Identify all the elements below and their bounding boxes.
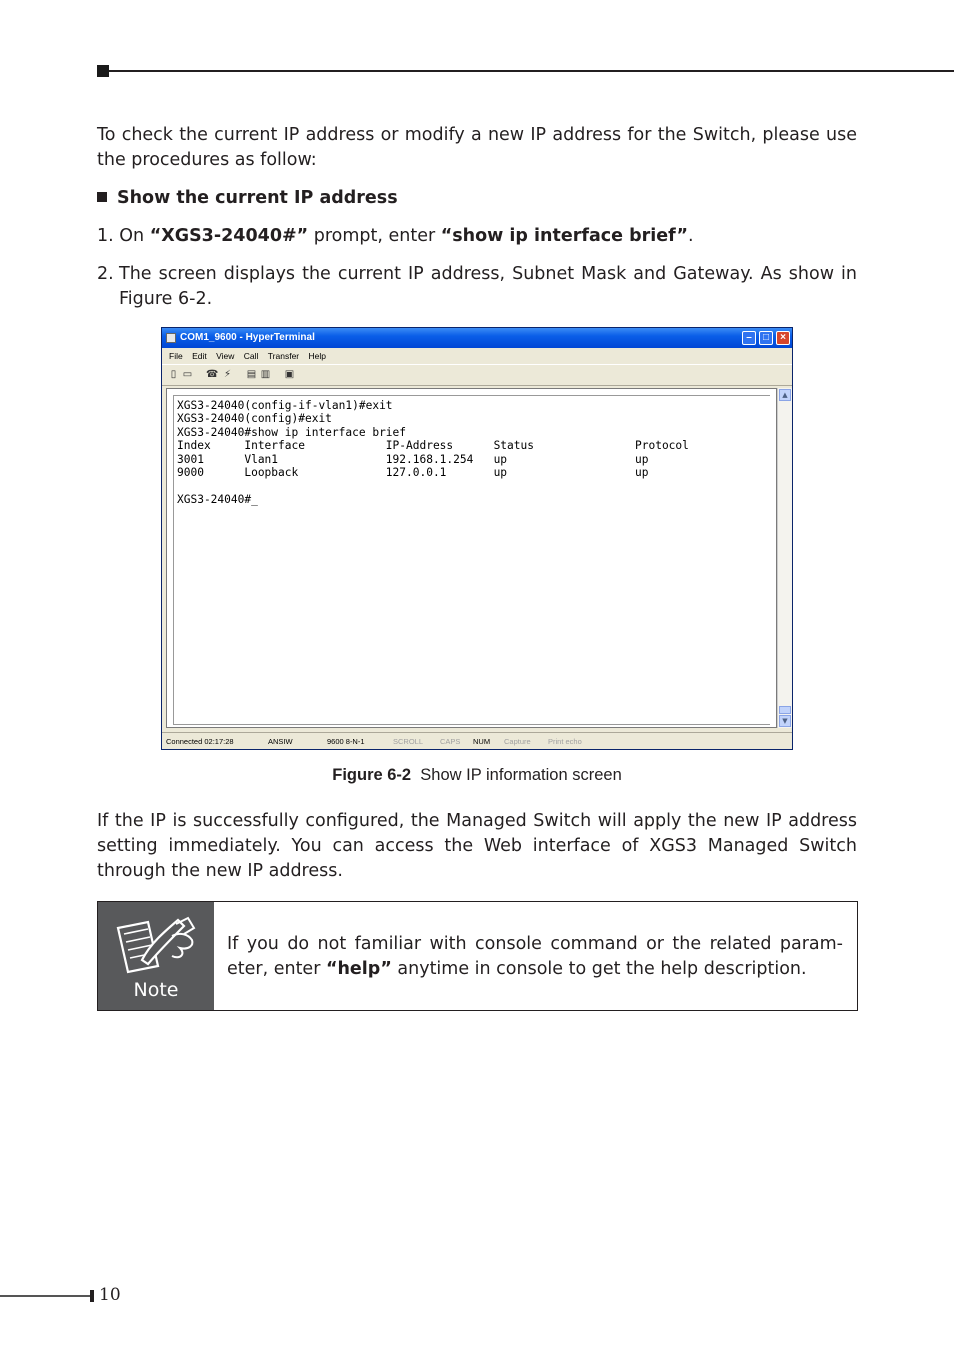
toolbar xyxy=(162,364,792,386)
vertical-scrollbar[interactable] xyxy=(777,388,792,728)
connect-icon[interactable]: ☎ xyxy=(206,369,219,380)
status-capture: Capture xyxy=(504,737,531,746)
terminal-output[interactable]: XGS3-24040(config-if-vlan1)#exit XGS3-24040(config)#exit XGS3-24040#show ip interface brief Index Interface IP-Address Status Protocol 3001 Vlan1 192.168.1.254 up up 9000 Loopback 127.0.0.1 up up XGS3-24040#_ xyxy=(177,399,689,506)
note-label: Note xyxy=(133,979,179,1001)
status-scroll: SCROLL xyxy=(393,737,424,746)
header-square xyxy=(97,65,109,77)
disconnect-icon[interactable]: ⚡ xyxy=(223,369,232,380)
status-port: 9600 8-N-1 xyxy=(327,737,365,746)
status-bar xyxy=(162,732,792,750)
scroll-down-icon[interactable]: ▼ xyxy=(779,715,791,727)
status-num: NUM xyxy=(473,737,491,746)
menu-file[interactable]: File xyxy=(169,351,183,361)
menu-help[interactable]: Help xyxy=(308,351,326,361)
scroll-up-icon[interactable]: ▲ xyxy=(779,389,791,401)
open-folder-icon[interactable]: ▭ xyxy=(182,369,193,380)
note-writing-icon xyxy=(114,914,200,976)
step-2: 2. The screen displays the current IP address, Subnet Mask and Gateway. As show in Figure 6-2. xyxy=(97,264,857,309)
section-heading: Show the current IP address xyxy=(97,186,857,211)
status-print-echo: Print echo xyxy=(548,737,582,746)
page-number: 10 xyxy=(99,1285,121,1305)
figure-caption: Figure 6-2 Show IP information screen xyxy=(332,766,622,784)
status-emulation: ANSIW xyxy=(268,737,293,746)
send-icon[interactable]: ▤ xyxy=(246,369,257,380)
hyperterminal-app-icon xyxy=(166,333,176,343)
footer-rule xyxy=(0,1295,90,1297)
step-1: 1. On “XGS3-24040#” prompt, enter “show ip interface brief”. xyxy=(97,226,694,246)
header-rule xyxy=(109,70,954,72)
minimize-icon[interactable]: – xyxy=(742,331,756,345)
properties-icon[interactable]: ▣ xyxy=(284,369,295,380)
status-connected: Connected 02:17:28 xyxy=(166,737,234,746)
note-box xyxy=(97,901,858,1011)
close-icon[interactable]: × xyxy=(776,331,790,345)
result-paragraph: If the IP is successfully configured, the Managed Switch will apply the new IP address setting immediately. You can access the Web interface of XGS3 Managed Switch through the new IP address. xyxy=(97,811,857,881)
window-title: COM1_9600 - HyperTerminal xyxy=(180,332,315,343)
terminal-frame xyxy=(166,388,777,728)
menu-bar xyxy=(162,348,792,364)
menu-transfer[interactable]: Transfer xyxy=(267,351,300,361)
window-titlebar xyxy=(162,328,792,348)
menu-call[interactable]: Call xyxy=(243,351,259,361)
menu-edit[interactable]: Edit xyxy=(192,351,207,361)
status-caps: CAPS xyxy=(440,737,461,746)
maximize-icon[interactable]: □ xyxy=(759,331,773,345)
menu-view[interactable]: View xyxy=(216,351,235,361)
hyperterminal-window xyxy=(161,327,793,750)
receive-icon[interactable]: ▥ xyxy=(260,369,271,380)
note-text: If you do not familiar with console command or the related param-eter, enter “help” anytime in console to get the help description. xyxy=(227,934,843,979)
bullet-square-icon xyxy=(97,192,107,202)
intro-paragraph: To check the current IP address or modify a new IP address for the Switch, please use the procedures as follow: xyxy=(97,125,857,170)
footer-mark xyxy=(90,1290,94,1302)
new-file-icon[interactable]: ▯ xyxy=(170,369,177,380)
scroll-thumb[interactable] xyxy=(779,706,791,714)
note-sidebar xyxy=(98,902,214,1010)
